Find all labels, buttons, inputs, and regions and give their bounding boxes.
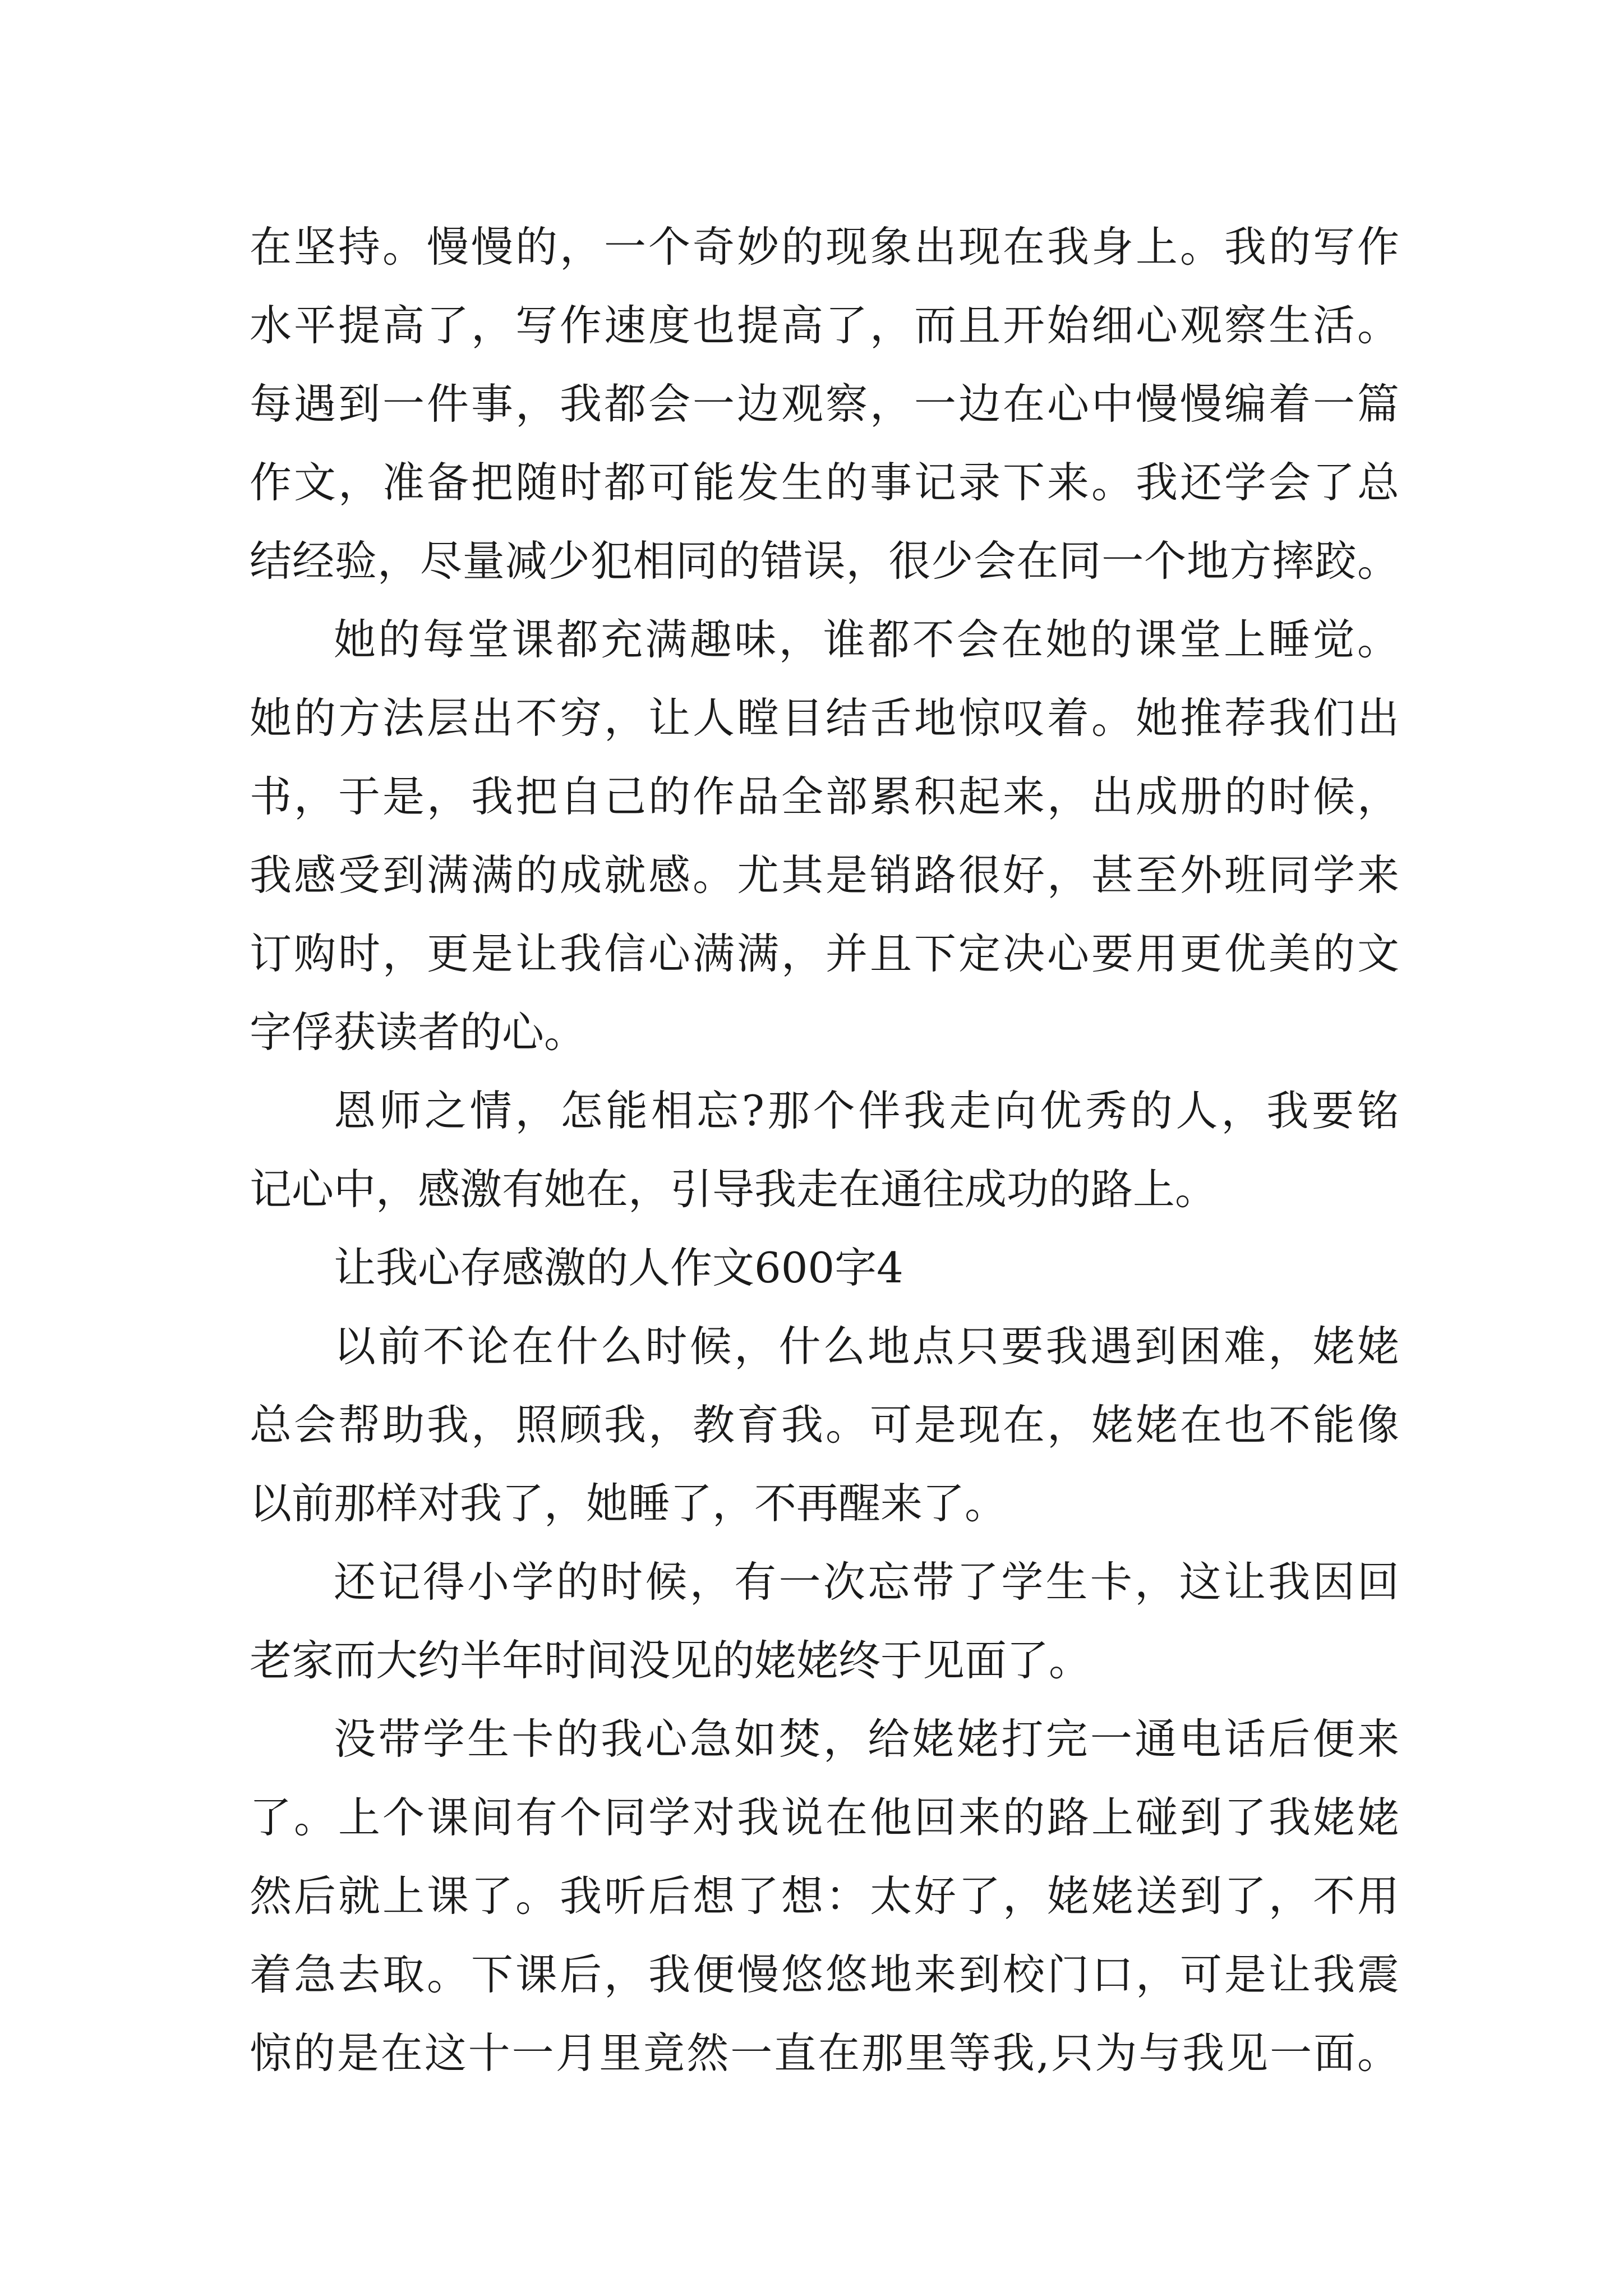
text-line: 恩师之情，怎能相忘?那个伴我走向优秀的人，我要铭 (334, 1086, 1399, 1135)
text-line: 作文，准备把随时都可能发生的事记录下来。我还学会了总 (250, 458, 1399, 507)
text-line: 我感受到满满的成就感。尤其是销路很好，甚至外班同学来 (250, 850, 1399, 900)
text-line: 还记得小学的时候，有一次忘带了学生卡，这让我因回 (334, 1557, 1399, 1607)
text-line: 然后就上课了。我听后想了想：太好了，姥姥送到了，不用 (250, 1871, 1399, 1921)
text-line: 水平提高了，写作速度也提高了，而且开始细心观察生活。 (250, 301, 1399, 350)
section-heading (250, 1228, 1399, 1307)
paragraph (250, 600, 1399, 1071)
text-line: 老家而大约半年时间没见的姥姥终于见面了。 (250, 1636, 1091, 1685)
text-line: 每遇到一件事，我都会一边观察，一边在心中慢慢编着一篇 (250, 379, 1399, 429)
text-line: 没带学生卡的我心急如焚，给姥姥打完一通电话后便来 (334, 1714, 1399, 1764)
text-line: 字俘获读者的心。 (250, 1007, 587, 1057)
text-line: 她的每堂课都充满趣味，谁都不会在她的课堂上睡觉。 (334, 615, 1399, 664)
paragraph (250, 1071, 1399, 1228)
text-line: 书，于是，我把自己的作品全部累积起来，出成册的时候， (250, 772, 1399, 821)
text-line: 了。上个课间有个同学对我说在他回来的路上碰到了我姥姥 (250, 1793, 1399, 1842)
text-line: 订购时，更是让我信心满满，并且下定决心要用更优美的文 (250, 929, 1399, 978)
paragraph (250, 1307, 1399, 1543)
text-line: 记心中，感激有她在，引导我走在通往成功的路上。 (250, 1165, 1218, 1214)
text-line: 她的方法层出不穷，让人瞠目结舌地惊叹着。她推荐我们出 (250, 693, 1399, 743)
paragraph (250, 208, 1399, 600)
text-line: 总会帮助我，照顾我，教育我。可是现在，姥姥在也不能像 (250, 1400, 1399, 1450)
text-line: 惊的是在这十一月里竟然一直在那里等我,只为与我见一面。 (250, 2028, 1399, 2078)
text-line: 以前那样对我了，她睡了，不再醒来了。 (250, 1479, 1007, 1528)
paragraph (250, 1700, 1399, 2092)
paragraph (250, 1543, 1399, 1700)
heading-line: 让我心存感激的人作文600字4 (334, 1243, 903, 1292)
text-line: 以前不论在什么时候，什么地点只要我遇到困难，姥姥 (334, 1322, 1399, 1371)
text-line: 在坚持。慢慢的，一个奇妙的现象出现在我身上。我的写作 (250, 222, 1399, 272)
text-line: 结经验，尽量减少犯相同的错误，很少会在同一个地方摔跤。 (250, 536, 1399, 586)
text-line: 着急去取。下课后，我便慢悠悠地来到校门口，可是让我震 (250, 1950, 1399, 1999)
document-body (250, 208, 1399, 2092)
